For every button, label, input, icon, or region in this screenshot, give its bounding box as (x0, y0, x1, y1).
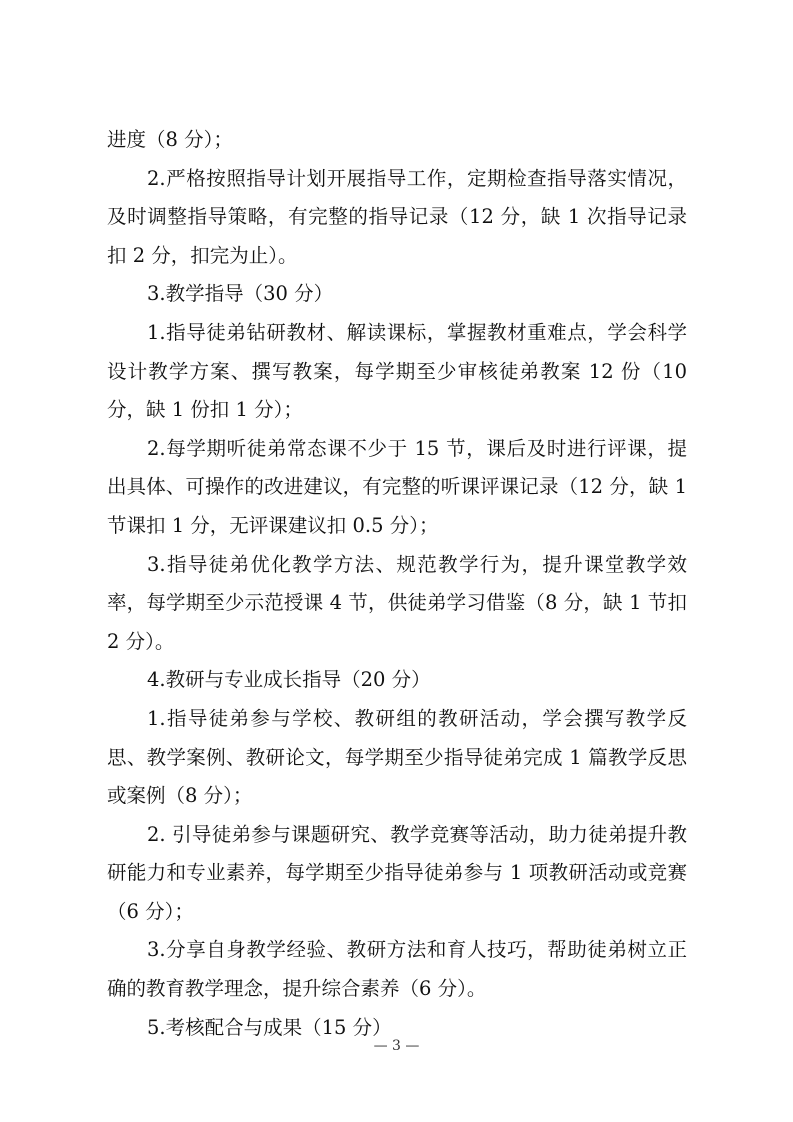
paragraph-research-activities: 1.指导徒弟参与学校、教研组的教研活动，学会撰写教学反思、教学案例、教研论文，每学期至少指导徒弟完成 1 篇教学反思或案例（8 分）； (107, 706, 687, 808)
section-heading-assessment: 5.考核配合与成果（15 分） (147, 1015, 392, 1039)
paragraph-demonstration-lessons: 3.指导徒弟优化教学方法、规范教学行为，提升课堂教学效率，每学期至少示范授课 4 节，供徒弟学习借鉴（8 分，缺 1 节扣 2 分）。 (107, 552, 687, 653)
paragraph-lesson-plan-review: 1.指导徒弟钻研教材、解读课标，掌握教材重难点，学会科学设计教学方案、撰写教案，每学期至少审核徒弟教案 12 份（10 分，缺 1 份扣 1 分）； (107, 320, 687, 422)
section-heading-teaching-guidance: 3.教学指导（30 分） (147, 282, 334, 306)
paragraph-continuation: 进度（8 分）； (107, 128, 233, 151)
section-heading-research-growth: 4.教研与专业成长指导（20 分） (147, 668, 431, 692)
document-body (107, 121, 687, 1047)
page-number: — 3 — (373, 1038, 420, 1054)
paragraph-guidance-plan: 2.严格按照指导计划开展指导工作，定期检查指导落实情况，及时调整指导策略，有完整的指导记录（12 分，缺 1 次指导记录扣 2 分，扣完为止）。 (107, 166, 687, 267)
paragraph-experience-sharing: 3.分享自身教学经验、教研方法和育人技巧，帮助徒弟树立正确的教育教学理念，提升综合素养（6 分）。 (107, 938, 687, 1001)
paragraph-research-competitions: 2. 引导徒弟参与课题研究、教学竞赛等活动，助力徒弟提升教研能力和专业素养，每学期至少指导徒弟参与 1 项教研活动或竞赛（6 分）； (107, 822, 687, 923)
paragraph-class-observation: 2.每学期听徒弟常态课不少于 15 节，课后及时进行评课，提出具体、可操作的改进建议，有完整的听课评课记录（12 分，缺 1 节课扣 1 分，无评课建议扣 0.5 分）； (107, 436, 687, 537)
